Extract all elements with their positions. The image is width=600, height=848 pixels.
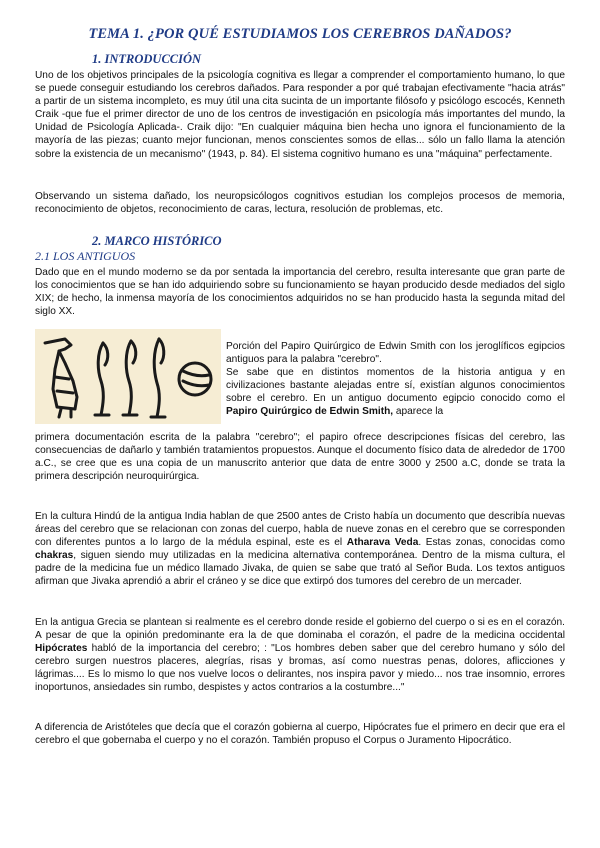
paragraph-intro: Uno de los objetivos principales de la psicología cognitiva es llegar a comprender el comportamiento humano, lo que se puede conseguir estudiando los cerebros dañados. Para responder a por qué trabajan efectivamente "hacia atrás" a partir de un sistema incompleto, es muy útil una cita sucinta de un importante filósofo y psicólogo escocés, Kenneth Craik -que fue el primer director de uno de los centros de investigación en psicología más importantes del mundo, la Unidad de Psicología Aplicada-. Craik dijo: "En cualquier máquina bien hecha uno ignora el funcionamiento de la mayoría de las piezas; cuanto mejor funcionan, menos conscientes somos de ellas... sólo un fallo llama la atención sobre la existencia de un mecanismo" (1943, p. 84). El sistema cognitivo humano es una "máquina" perfectamente. xyxy=(35,70,565,160)
papiro-intro-end: aparece la xyxy=(393,406,444,418)
heading-introduccion: 1. INTRODUCCIÓN xyxy=(92,52,202,66)
paragraph-papiro: primera documentación escrita de la palabra "cerebro"; el papiro ofrece descripciones físicas del cerebro, las consecuencias de dañarlo y también tratamientos propuestos. Aunque el documento físico data de alrededor de 1700 a.C., se cree que es una copia de un manuscrito anterior que data de entre 3000 y 2500 a.C, donde se trata la primera descripción neuroquirúrgica. xyxy=(35,432,565,483)
paragraph-aristoteles: A diferencia de Aristóteles que decía que el corazón gobierna al cuerpo, Hipócrates fue el primero en decir que era el cerebro el que gobernaba el cuerpo y no el corazón. También propuso el Corpus o Juramento Hipocrático. xyxy=(35,722,565,747)
image-caption: Porción del Papiro Quirúrgico de Edwin Smith con los jeroglíficos egipcios antiguos para la palabra "cerebro". xyxy=(226,341,565,366)
heading-marco-historico: 2. MARCO HISTÓRICO xyxy=(92,234,222,248)
grecia-text-2: habló de la importancia del cerebro; : "Los hombres deben saber que del cerebro humano y sólo del cerebro surgen nuestros placeres, alegrías, risas y bromas, así como nuestras penas, dolores, aflicciones y lágrimas.... Es lo mismo lo que nos vuelve locos o delirantes, nos inspira pavor y miedo... nos trae insomnio, errores inoportunos, ansiedades sin rumbo, despistes y actos contrarios a la costumbre..." xyxy=(35,643,565,694)
chakras: chakras xyxy=(35,550,74,562)
hipocrates: Hipócrates xyxy=(35,643,88,655)
atharava-veda: Atharava Veda xyxy=(346,537,419,549)
paragraph-india xyxy=(35,510,565,589)
page-title: TEMA 1. ¿POR QUÉ ESTUDIAMOS LOS CEREBROS DAÑADOS? xyxy=(88,26,512,42)
hieroglyph-image xyxy=(35,329,221,424)
hieroglyph-cerebro-icon xyxy=(35,329,221,424)
india-text-1: En la cultura Hindú de la antigua India hablan de que 2500 antes de Cristo había un documento que describía nuevas áreas del cerebro que se relacionan con zonas del cuerpo, habla de nueve zonas en el cerebro que se corresponden con diferentes puntos a lo largo de la médula espinal, este es el xyxy=(35,511,565,549)
paragraph-siglo-xix: Dado que en el mundo moderno se da por sentada la importancia del cerebro, resulta interesante que gran parte de los conocimientos que se han ido adquiriendo sobre su funcionamiento se hayan producido desde mediados del siglo XIX; de hecho, la inmensa mayoría de los conocimientos adquiridos no se han producido hasta la segunda mitad del siglo XX. xyxy=(35,267,565,318)
papiro-intro-text: Se sabe que en distintos momentos de la historia antigua y en civilizaciones bastante alejadas entre sí, existían algunos conocimientos sobre el cerebro. En un antiguo documento egipcio conocido como el xyxy=(226,367,565,405)
paragraph-grecia xyxy=(35,616,565,695)
papiro-name: Papiro Quirúrgico de Edwin Smith, xyxy=(226,406,394,418)
india-text-3: , siguen siendo muy utilizadas en la medicina alternativa contemporánea. Dentro de la misma cultura, el padre de la medicina fue un médico llamado Jivaka, de quien se sabe que trató al Señor Buda. Los textos antiguos afirman que Jivaka aprendió a abrir el cráneo y se dice que extirpó dos tumores del cerebro de un mercader. xyxy=(35,550,565,588)
subheading-los-antiguos: 2.1 LOS ANTIGUOS xyxy=(35,249,136,263)
paragraph-sistema-danado: Observando un sistema dañado, los neuropsicólogos cognitivos estudian los complejos procesos de memoria, reconocimiento de objetos, reconocimiento de caras, lectura, resolución de problemas, etc. xyxy=(35,191,565,216)
grecia-text-1: En la antigua Grecia se plantean si realmente es el cerebro donde reside el gobierno del cuerpo o si es en el corazón. A pesar de que la opinión predominante era la de que dominaba el corazón, el padre de la medicina occidental xyxy=(35,617,565,642)
paragraph-papiro-intro xyxy=(226,366,565,418)
india-text-2: . Estas zonas, conocidas como xyxy=(418,537,565,549)
